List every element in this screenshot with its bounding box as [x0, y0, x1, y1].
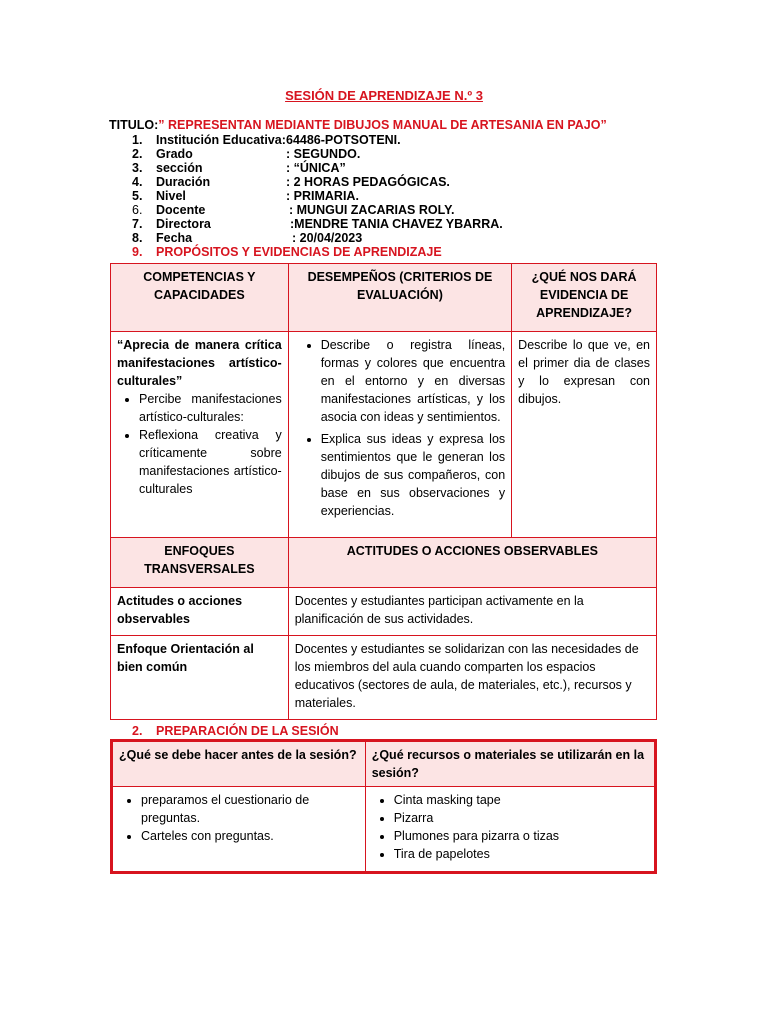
- info-value: : SEGUNDO.: [286, 147, 361, 161]
- info-row-directora: [132, 217, 503, 231]
- info-num: 9.: [132, 245, 143, 259]
- preparation-table: [110, 739, 657, 874]
- info-label: sección: [156, 161, 203, 175]
- list-item: • Explica sus ideas y expresa los sentimientos que le generan los dibujos de sus compañeros, con base en sus observaciones y experiencias.: [321, 430, 505, 520]
- info-label: Fecha: [156, 231, 193, 245]
- header-antes: ¿Qué se debe hacer antes de la sesión?: [112, 741, 366, 787]
- section-heading-preparacion: [132, 724, 339, 738]
- list-item: • Describe o registra líneas, formas y colores que encuentra en el entorno y en diversas manifestaciones artísticas, y los asocia con ideas y sentimientos.: [321, 336, 505, 426]
- cell-competencias: [111, 332, 289, 538]
- titulo-value: ” REPRESENTAN MEDIANTE DIBUJOS MANUAL DE ARTESANIA EN PAJO”: [158, 118, 607, 132]
- info-num: 6.: [132, 203, 143, 217]
- info-row-grado: [132, 147, 442, 161]
- list-item: • Reflexiona creativa y críticamente sobre manifestaciones artístico-culturales: [139, 426, 282, 498]
- header-evidencia: ¿QUÉ NOS DARÁ EVIDENCIA DE APRENDIZAJE?: [512, 264, 657, 332]
- cell-antes: [112, 787, 366, 873]
- row-label: Enfoque Orientación al bien común: [111, 636, 289, 720]
- list-item: • preparamos el cuestionario de preguntas.: [141, 791, 359, 827]
- list-item: • Plumones para pizarra o tizas: [394, 827, 648, 845]
- cell-desempenos: [288, 332, 511, 538]
- header-enfoques: ENFOQUES TRANSVERSALES: [111, 538, 289, 588]
- info-label: Directora: [156, 217, 211, 231]
- row-text: Docentes y estudiantes participan activamente en la planificación de sus actividades.: [288, 588, 656, 636]
- list-item: • Cinta masking tape: [394, 791, 648, 809]
- cell-evidencia: Describe lo que ve, en el primer dia de clases y lo expresan con dibujos.: [512, 332, 657, 538]
- info-num: 1.: [132, 133, 143, 147]
- purpose-table: [110, 263, 657, 720]
- info-num: 2.: [132, 147, 143, 161]
- info-value: : 20/04/2023: [292, 231, 363, 245]
- section-heading-propositos: PROPÓSITOS Y EVIDENCIAS DE APRENDIZAJE: [156, 245, 442, 259]
- info-row-seccion: [132, 161, 442, 175]
- list-item: • Tira de papelotes: [394, 845, 648, 863]
- row-text: Docentes y estudiantes se solidarizan con las necesidades de los miembros del aula cuando comparten los espacios educativos (sectores de aula, de materiales, etc.), recursos y materiales.: [288, 636, 656, 720]
- info-num: 8.: [132, 231, 143, 245]
- header-desempenos: DESEMPEÑOS (CRITERIOS DE EVALUACIÓN): [288, 264, 511, 332]
- info-num: 5.: [132, 189, 143, 203]
- row-label: Actitudes o acciones observables: [111, 588, 289, 636]
- cell-recursos: [365, 787, 655, 873]
- info-value: : PRIMARIA.: [286, 189, 359, 203]
- list-item: • Carteles con preguntas.: [141, 827, 359, 845]
- info-label: Nivel: [156, 189, 186, 203]
- info-row-nivel: [132, 189, 442, 203]
- list-item: • Percibe manifestaciones artístico-culturales:: [139, 390, 282, 426]
- info-num: 7.: [132, 217, 143, 231]
- info-label: Institución Educativa:: [156, 133, 286, 147]
- info-row-duracion: [132, 175, 450, 189]
- section-title: PREPARACIÓN DE LA SESIÓN: [156, 724, 339, 738]
- info-num: 3.: [132, 161, 143, 175]
- section-num: 2.: [132, 724, 143, 738]
- recursos-list: [372, 791, 648, 863]
- info-label: Grado: [156, 147, 193, 161]
- info-row-docente: [132, 203, 455, 217]
- desempenos-list: [295, 336, 505, 520]
- info-row-fecha: [132, 231, 442, 245]
- page-title: SESIÓN DE APRENDIZAJE N.º 3: [285, 88, 483, 103]
- info-num: 4.: [132, 175, 143, 189]
- info-value: : “ÚNICA”: [286, 161, 346, 175]
- info-value: 64486-POTSOTENI.: [286, 133, 401, 147]
- antes-list: [119, 791, 359, 845]
- titulo-line: [109, 118, 607, 132]
- header-recursos: ¿Qué recursos o materiales se utilizarán en la sesión?: [365, 741, 655, 787]
- info-value: :MENDRE TANIA CHAVEZ YBARRA.: [290, 217, 503, 231]
- info-row-propositos: [132, 245, 442, 259]
- info-value: : 2 HORAS PEDAGÓGICAS.: [286, 175, 450, 189]
- info-list: [132, 133, 503, 259]
- info-row-institucion: [132, 133, 442, 147]
- header-competencias: COMPETENCIAS Y CAPACIDADES: [111, 264, 289, 332]
- capacidades-list: [117, 390, 282, 498]
- competencia-text: “Aprecia de manera crítica manifestaciones artístico-culturales”: [117, 338, 282, 388]
- header-actitudes: ACTITUDES O ACCIONES OBSERVABLES: [288, 538, 656, 588]
- titulo-label: TITULO:: [109, 118, 159, 132]
- info-label: Duración: [156, 175, 211, 189]
- info-value: : MUNGUI ZACARIAS ROLY.: [289, 203, 455, 217]
- list-item: • Pizarra: [394, 809, 648, 827]
- info-label: Docente: [156, 203, 206, 217]
